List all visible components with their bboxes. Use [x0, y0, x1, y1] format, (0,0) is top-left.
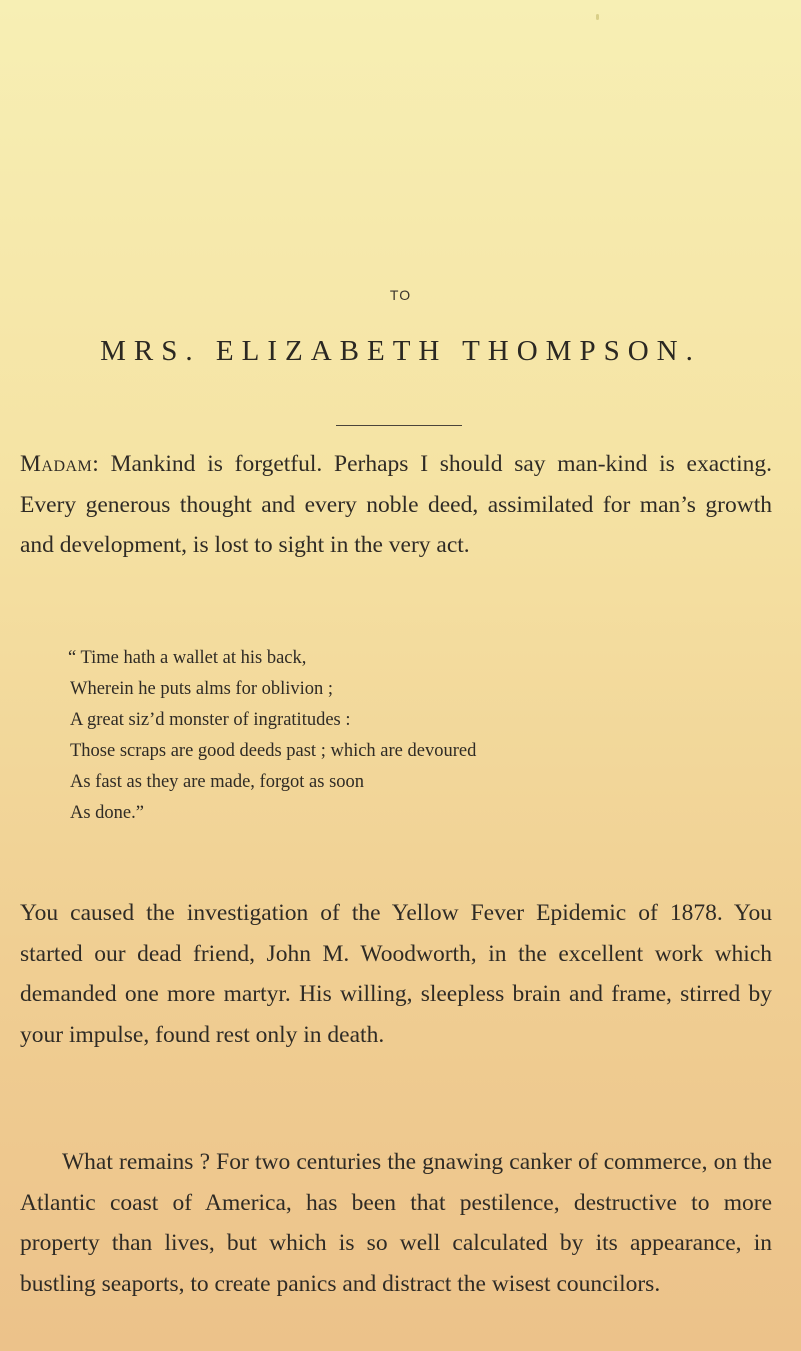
- quote-line: As done.”: [70, 803, 144, 823]
- quote-line: Those scraps are good deeds past ; which are devoured: [70, 741, 477, 761]
- dedicatee-name: MRS. ELIZABETH THOMPSON.: [100, 335, 701, 367]
- opening-paragraph: [20, 444, 772, 566]
- ink-speck: [596, 14, 599, 20]
- verse-quotation: [70, 643, 750, 829]
- opening-text: Mankind is forgetful. Perhaps I should say man-kind is exacting. Every generous thought and every noble deed, assimilated for man’s growth and development, is lost to sight in the very act.: [20, 451, 772, 558]
- salutation: Madam: [20, 451, 93, 477]
- paragraph-yellow-fever: You caused the investigation of the Yellow Fever Epidemic of 1878. You started our dead friend, John M. Woodworth, in the excellent work which demanded one more martyr. His willing, sleepless brain and frame, stirred by your impulse, found rest only in death.: [20, 900, 772, 1048]
- salutation-punct: :: [92, 451, 99, 477]
- quote-line: “ Time hath a wallet at his back,: [68, 648, 307, 668]
- divider-rule: [336, 425, 462, 426]
- quote-line: Wherein he puts alms for oblivion ;: [70, 679, 334, 699]
- quote-line: A great siz’d monster of ingratitudes :: [70, 710, 351, 730]
- quote-line: As fast as they are made, forgot as soon: [70, 772, 365, 792]
- dedication-to: TO: [389, 287, 412, 303]
- paragraph-what-remains: What remains ? For two centuries the gnawing canker of commerce, on the Atlantic coast of America, has been that pestilence, destructive to more property than lives, but which is so well calculated by its appearance, in bustling seaports, to create panics and distract the wisest councilors.: [20, 1149, 772, 1297]
